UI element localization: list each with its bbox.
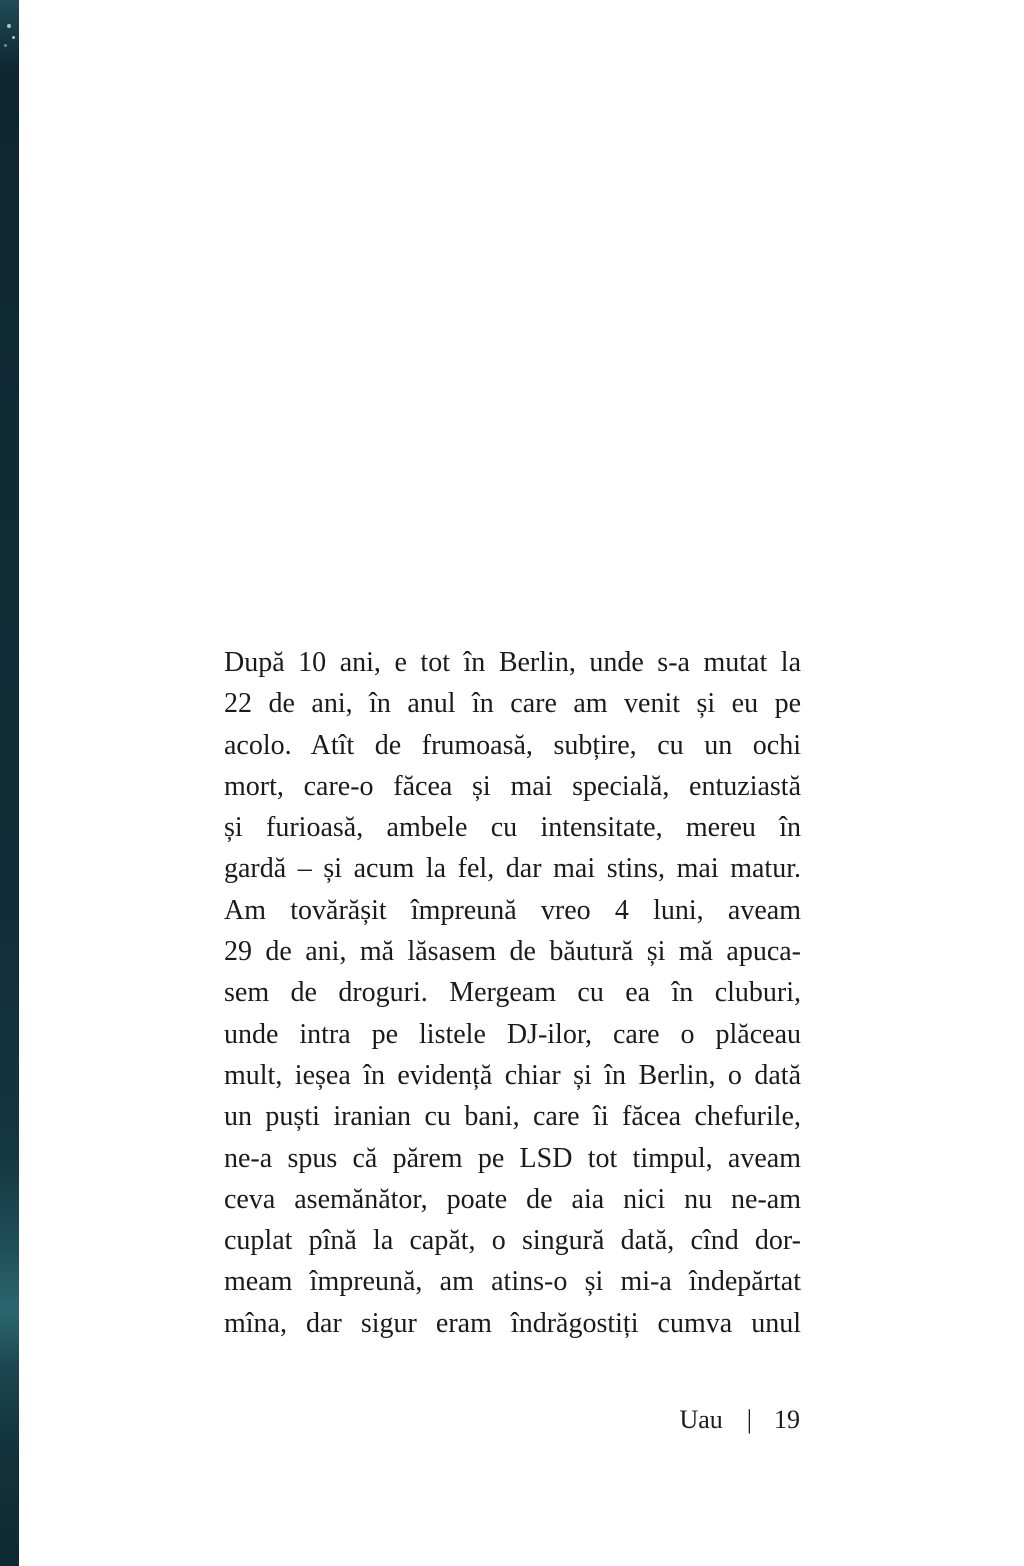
body-line: 29 de ani, mă lăsasem de băutură și mă apuca- [224,936,801,968]
body-text [224,642,801,1344]
body-line: acolo. Atît de frumoasă, subțire, cu un ochi [224,729,801,761]
body-line: După 10 ani, e tot în Berlin, unde s-a mutat la [224,647,801,678]
edge-highlight [4,44,7,47]
body-line: mult, ieșea în evidență chiar și în Berlin, o dată [224,1059,801,1091]
body-line: un puști iranian cu bani, care îi făcea chefurile, [224,1101,801,1133]
body-line: ne-a spus că părem pe LSD tot timpul, aveam [224,1142,801,1174]
body-line: meam împreună, am atins-o și mi-a îndepărtat [224,1266,801,1298]
body-line: ceva asemănător, poate de aia nici nu ne-am [224,1183,801,1215]
edge-highlight [7,24,11,28]
body-line: unde intra pe listele DJ-ilor, care o plăceau [224,1018,801,1050]
body-line: și furioasă, ambele cu intensitate, mereu în [224,812,801,844]
body-line: gardă – și acum la fel, dar mai stins, mai matur. [224,853,801,885]
footer-separator: | [746,1405,752,1434]
body-line: 22 de ani, în anul în care am venit și eu pe [224,688,801,720]
body-line: cuplat pînă la capăt, o singură dată, cînd dor- [224,1225,801,1257]
body-line: mort, care-o făcea și mai specială, entuziastă [224,770,801,802]
cover-edge-strip [0,0,19,1566]
running-title: Uau [679,1405,723,1434]
page-footer [679,1405,800,1435]
body-line: mîna, dar sigur eram îndrăgostiți cumva unul [224,1307,801,1339]
body-line: sem de droguri. Mergeam cu ea în cluburi, [224,977,801,1009]
page-number: 19 [774,1405,800,1434]
edge-highlight [12,36,15,39]
body-line: Am tovărășit împreună vreo 4 luni, aveam [224,894,801,926]
